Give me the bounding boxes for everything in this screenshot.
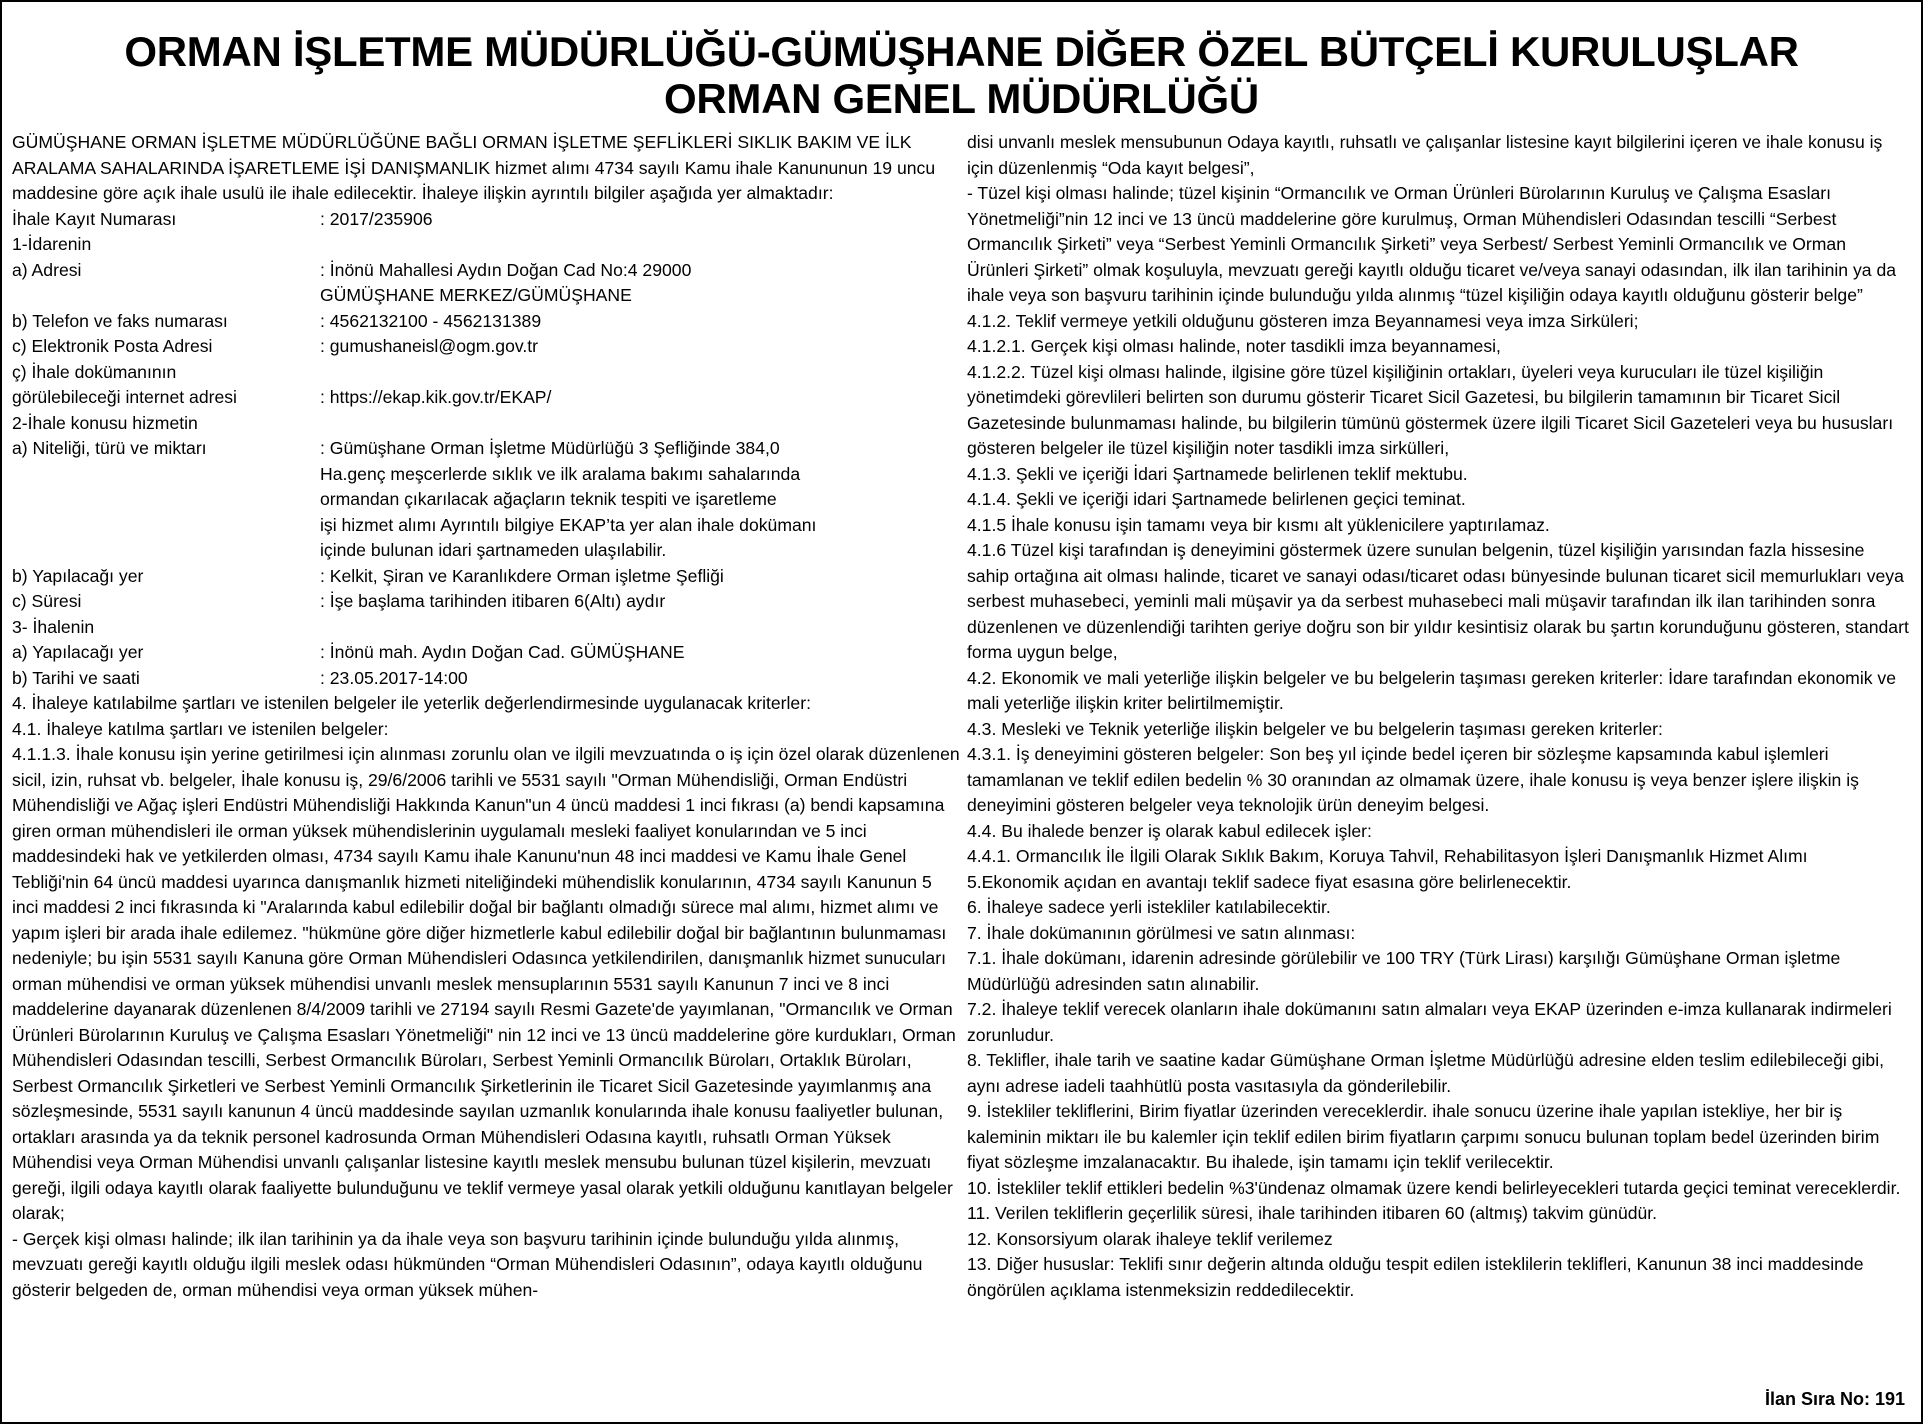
paragraph: 4.2. Ekonomik ve mali yeterliğe ilişkin belgeler ve bu belgelerin taşıması gereken kriterler: İdare tarafından ekonomik ve mali yeterliğe ilişkin kriter belirtilmemiştir.	[967, 667, 1897, 713]
paragraph: 4.3. Mesleki ve Teknik yeterliğe ilişkin belgeler ve bu belgelerin taşıması gereken kriterler:	[967, 718, 1663, 739]
detail-label: b) Yapılacağı yer	[12, 565, 144, 586]
paragraph: 4.4. Bu ihalede benzer iş olarak kabul edilecek işler:	[967, 820, 1372, 841]
paragraph: 8. Teklifler, ihale tarih ve saatine kadar Gümüşhane Orman İşletme Müdürlüğü adresine elden teslim edilebileceği gibi, aynı adrese iadeli taahhütlü posta vasıtasıyla da gönderilebilir.	[967, 1050, 1884, 1096]
content-columns	[12, 130, 1911, 1416]
detail-label: a) Niteliği, türü ve miktarı	[12, 438, 207, 458]
detail-value: : Gümüşhane Orman İşletme Müdürlüğü 3 Şefliğinde 384,0 Ha.genç meşcerlerde sıklık ve ilk aralama bakımı sahalarında ormandan çıkarılacak ağaçların teknik tespiti ve işaretleme işi hizmet alımı Ayrıntılı bilgiye EKAP’ta yer alan ihale dokümanı içinde bulunan idari şartnameden ulaşılabilir.	[320, 438, 817, 560]
paragraph: 5.Ekonomik açıdan en avantajı teklif sadece fiyat esasına göre belirlenecektir.	[967, 871, 1572, 892]
paragraph: 9. İstekliler tekliflerini, Birim fiyatlar üzerinden vereceklerdir. ihale sonucu üzerine ihale yapılan istekliye, her bir iş kaleminin miktarı ile bu kalemler için teklif edilen birim fiyatların çarpımı sonucu bulunan toplam bedel üzerinden birim fiyat sözleşme imzalanacaktır. Bu ihalede, işin tamamı için teklif verilecektir.	[967, 1101, 1880, 1172]
paragraph: - Gerçek kişi olması halinde; ilk ilan tarihinin ya da ihale veya son başvuru tarihinin içinde bulunduğu yılda alınmış, mevzuatı gereği kayıtlı olduğu ilgili meslek odası hükmünden “Orman Mühendisleri Odasının”, odaya kayıtlı olduğunu gösterir belgeden de, orman mühendisi veya orman yüksek mühen-	[12, 1228, 923, 1300]
paragraph: 4.1.2. Teklif vermeye yetkili olduğunu gösteren imza Beyannamesi veya imza Sirküleri;	[967, 310, 1639, 331]
detail-label: a) Yapılacağı yer	[12, 642, 144, 662]
paragraph: 4.1.2.1. Gerçek kişi olması halinde, noter tasdikli imza beyannamesi,	[967, 336, 1501, 356]
detail-label: ç) İhale dokümanının	[12, 361, 177, 382]
paragraph: 4. İhaleye katılabilme şartları ve istenilen belgeler ile yeterlik değerlendirmesinde uygulanacak kriterler:	[12, 693, 811, 713]
paragraph: 4.1. İhaleye katılma şartları ve istenilen belgeler:	[12, 718, 389, 739]
ilan-sira-no: İlan Sıra No: 191	[1759, 1389, 1905, 1410]
paragraph: disi unvanlı meslek mensubunun Odaya kayıtlı, ruhsatlı ve çalışanlar listesine kayıt bilgilerini içeren ve ihale konusu iş için düzenlenmiş “Oda kayıt belgesi”,	[967, 132, 1883, 178]
paragraph: 4.4.1. Ormancılık İle İlgili Olarak Sıklık Bakım, Koruya Tahvil, Rehabilitasyon İşleri Danışmanlık Hizmet Alımı	[967, 846, 1808, 866]
detail-value: : Kelkit, Şiran ve Karanlıkdere Orman işletme Şefliği	[320, 565, 724, 586]
paragraph: 11. Verilen tekliflerin geçerlilik süresi, ihale tarihinden itibaren 60 (altmış) takvim günüdür.	[967, 1203, 1658, 1223]
detail-label: görülebileceği internet adresi	[12, 387, 237, 407]
paragraph: 4.1.2.2. Tüzel kişi olması halinde, ilgisine göre tüzel kişiliğinin ortakları, üyeleri veya kurucuları ile tüzel kişiliğin yönetimdeki görevlileri belirten son durumu gösterir Ticaret Sicil Gazetesi, bu bilgilerin tamamının bir Ticaret Sicil Gazetesinde bulunmaması halinde, bu bilgilerin tümünü göstermek üzere ilgili Ticaret Sicil Gazeteleri veya bu hususları gösteren belgeler ile tüzel kişiliğin noter tasdikli imza sirkülleri,	[967, 361, 1894, 458]
detail-label: b) Telefon ve faks numarası	[12, 310, 228, 331]
detail-value: : İnönü mah. Aydın Doğan Cad. GÜMÜŞHANE	[320, 642, 685, 662]
detail-label: 3- İhalenin	[12, 616, 95, 637]
detail-value	[320, 411, 960, 437]
paragraph: 4.3.1. İş deneyimini gösteren belgeler: Son beş yıl içinde bedel içeren bir sözleşme kapsamında kabul işlemleri tamamlanan ve teklif edilen bedelin % 30 oranından az olmamak üzere, ihale konusu iş veya benzer işlere ilişkin iş deneyimini gösteren belgeler veya teknolojik ürün deneyim belgesi.	[967, 744, 1859, 815]
paragraph: 4.1.1.3. İhale konusu işin yerine getirilmesi için alınması zorunlu olan ve ilgili mevzuatında o iş için özel olarak düzenlenen sicil, izin, ruhsat vb. belgeler, İhale konusu iş, 29/6/2006 tarihli ve 5531 sayılı "Orman Mühendisliği, Orman Endüstri Mühendisliği ve Ağaç işleri Endüstri Mühendisliği Hakkında Kanun"un 4 üncü maddesi 1 inci fıkrası (a) bendi kapsamına giren orman mühendisleri ile orman yüksek mühendislerinin uygulamalı mesleki faaliyet konularından ve 5 inci maddesindeki hak ve yetkilerden olması, 4734 sayılı Kamu ihale Kanunu'nun 48 inci maddesi ve Kamu İhale Genel Tebliği'nin 64 üncü maddesi uyarınca danışmanlık hizmeti niteliğindeki mühendislik konularının, 4734 sayılı Kanunun 5 inci maddesi 2 inci fıkrasında ki "Aralarında kabul edilebilir doğal bir bağlantı olmadığı sürece mal alımı, hizmet alımı ve yapım işleri bir arada ihale edilemez. "hükmüne göre diğer hizmetlerle kabul edilebilir doğal bir bağlantının bulunmaması nedeniyle; bu işin 5531 sayılı Kanuna göre Orman Mühendisleri Odasınca yetkilendirilen, danışmanlık hizmet sunucuları orman mühendisi ve orman yüksek mühendisi unvanlı meslek mensuplarının 5531 sayılı Kanunun 7 inci ve 8 inci maddelerine dayanarak düzenlenen 8/4/2009 tarihli ve 27194 sayılı Resmi Gazete'de yayımlanan, "Ormancılık ve Orman Ürünleri Bürolarının Kuruluş ve Çalışma Esasları Yönetmeliği" nin 12 inci ve 13 üncü maddelerine göre kurdukları, Orman Mühendisleri Odasından tescilli, Serbest Ormancılık Büroları, Serbest Yeminli Ormancılık Büroları, Ortaklık Büroları, Serbest Ormancılık Şirketleri ve Serbest Yeminli Ormancılık Şirketlerinin ile Ticaret Sicil Gazetesinde yayımlanmış ana sözleşmesinde, 5531 sayılı kanunun 4 üncü maddesinde sayılan uzmanlık konularında ihale konusu faaliyetler bulunan, ortakları arasında ya da teknik personel kadrosunda Orman Mühendisleri Odasına kayıtlı, ruhsatlı Orman Yüksek Mühendisi veya Orman Mühendisi unvanlı çalışanlar listesine kayıtlı meslek mensubu bulunan tüzel kişilerin, mevzuatı gereği, ilgili odaya kayıtlı olarak faaliyette bulunduğunu ve teklif vermeye yasal olarak yetkili olduğunu kanıtlayan belgeler olarak;	[12, 744, 960, 1223]
paragraph: 10. İstekliler teklif ettikleri bedelin %3'ündenaz olmamak üzere kendi belirleyecekleri tutarda geçici teminat vereceklerdir.	[967, 1177, 1901, 1198]
paragraph: 6. İhaleye sadece yerli istekliler katılabilecektir.	[967, 897, 1331, 917]
intro-paragraph: GÜMÜŞHANE ORMAN İŞLETME MÜDÜRLÜĞÜNE BAĞLI ORMAN İŞLETME ŞEFLİKLERİ SIKLIK BAKIM VE İLK ARALAMA SAHALARINDA İŞARETLEME İŞİ DANIŞMANLIK hizmet alımı 4734 sayılı Kamu ihale Kanununun 19 uncu maddesine göre açık ihale usulü ile ihale edilecektir. İhaleye ilişkin ayrıntılı bilgiler aşağıda yer almaktadır:	[12, 132, 936, 203]
paragraph: 4.1.3. Şekli ve içeriği İdari Şartnamede belirlenen teklif mektubu.	[967, 463, 1468, 484]
title-line-1: ORMAN İŞLETME MÜDÜRLÜĞÜ-GÜMÜŞHANE DİĞER ÖZEL BÜTÇELİ KURULUŞLAR	[124, 28, 1799, 75]
detail-value: : İnönü Mahallesi Aydın Doğan Cad No:4 29000 GÜMÜŞHANE MERKEZ/GÜMÜŞHANE	[320, 259, 692, 305]
detail-label: c) Süresi	[12, 591, 82, 611]
detail-value	[320, 615, 960, 641]
detail-label: b) Tarihi ve saati	[12, 667, 140, 688]
detail-value: : 4562132100 - 4562131389	[320, 310, 542, 331]
detail-label: İhale Kayıt Numarası	[12, 208, 177, 229]
title-line-2: ORMAN GENEL MÜDÜRLÜĞÜ	[664, 75, 1259, 122]
paragraph: 4.1.6 Tüzel kişi tarafından iş deneyimini göstermek üzere sunulan belgenin, tüzel kişiliğin yarısından fazla hissesine sahip ortağına ait olması halinde, ticaret ve sanayi odası/ticaret odası bünyesinde bulunan ticaret sicil memurlukları veya serbest muhasebeci, yeminli mali müşavir ya da serbest muhasebeci mali müşavir tarafından ilk ilan tarihinden sonra düzenlenen ve düzenlendiği tarihten geriye doğru son bir yıldır kesintisiz olarak bu şartın korunduğunu gösteren, standart forma uygun belge,	[967, 540, 1909, 662]
detail-value: : 23.05.2017-14:00	[320, 667, 468, 688]
detail-value: : gumushaneisl@ogm.gov.tr	[320, 336, 539, 356]
detail-value: : İşe başlama tarihinden itibaren 6(Altı) aydır	[320, 591, 666, 611]
paragraph: 4.1.4. Şekli ve içeriği idari Şartnamede belirlenen geçici teminat.	[967, 489, 1466, 509]
paragraph: - Tüzel kişi olması halinde; tüzel kişinin “Ormancılık ve Orman Ürünleri Bürolarının Kuruluş ve Çalışma Esasları Yönetmeliği”nin 12 inci ve 13 üncü maddelerine göre kurulmuş, Orman Mühendisleri Odasından tescilli “Serbest Ormancılık Şirketi” veya “Serbest Yeminli Ormancılık Şirketi” veya Serbest/ Serbest Yeminli Ormancılık ve Orman Ürünleri Şirketi” olmak koşuluyla, mevzuatı gereği kayıtlı olduğu ticaret ve/veya sanayi odasından, ilk ilan tarihinin ya da ihale veya son başvuru tarihinin içinde bulunduğu yılda alınmış “tüzel kişiliğin odaya kayıtlı olduğunu gösterir belge”	[967, 183, 1897, 305]
detail-label: a) Adresi	[12, 259, 82, 280]
paragraph: 4.1.5 İhale konusu işin tamamı veya bir kısmı alt yüklenicilere yaptırılamaz.	[967, 514, 1550, 535]
detail-label: 2-İhale konusu hizmetin	[12, 412, 198, 433]
left-column	[12, 130, 960, 1416]
paragraph: 13. Diğer hususlar: Teklifi sınır değerin altında olduğu tespit edilen isteklilerin teklifleri, Kanunun 38 inci maddesinde öngörülen açıklama istenmeksizin reddedilecektir.	[967, 1254, 1864, 1300]
page-title	[10, 2, 1913, 122]
detail-label: c) Elektronik Posta Adresi	[12, 336, 213, 356]
paragraph: 7.1. İhale dokümanı, idarenin adresinde görülebilir ve 100 TRY (Türk Lirası) karşılığı Gümüşhane Orman işletme Müdürlüğü adresinden satın alınabilir.	[967, 948, 1841, 994]
detail-value: : https://ekap.kik.gov.tr/EKAP/	[320, 387, 552, 407]
detail-label: 1-İdarenin	[12, 234, 92, 254]
paragraph: 7. İhale dokümanının görülmesi ve satın alınması:	[967, 922, 1356, 943]
left-paragraphs	[12, 691, 960, 1303]
right-column	[967, 130, 1911, 1416]
detail-value	[320, 360, 960, 386]
detail-value: : 2017/235906	[320, 208, 433, 229]
details-list	[12, 207, 960, 692]
paragraph: 7.2. İhaleye teklif verecek olanların ihale dokümanını satın almaları veya EKAP üzerinden e-imza kullanarak indirmeleri zorunludur.	[967, 999, 1892, 1045]
paragraph: 12. Konsorsiyum olarak ihaleye teklif verilemez	[967, 1228, 1333, 1249]
detail-value	[320, 232, 960, 258]
